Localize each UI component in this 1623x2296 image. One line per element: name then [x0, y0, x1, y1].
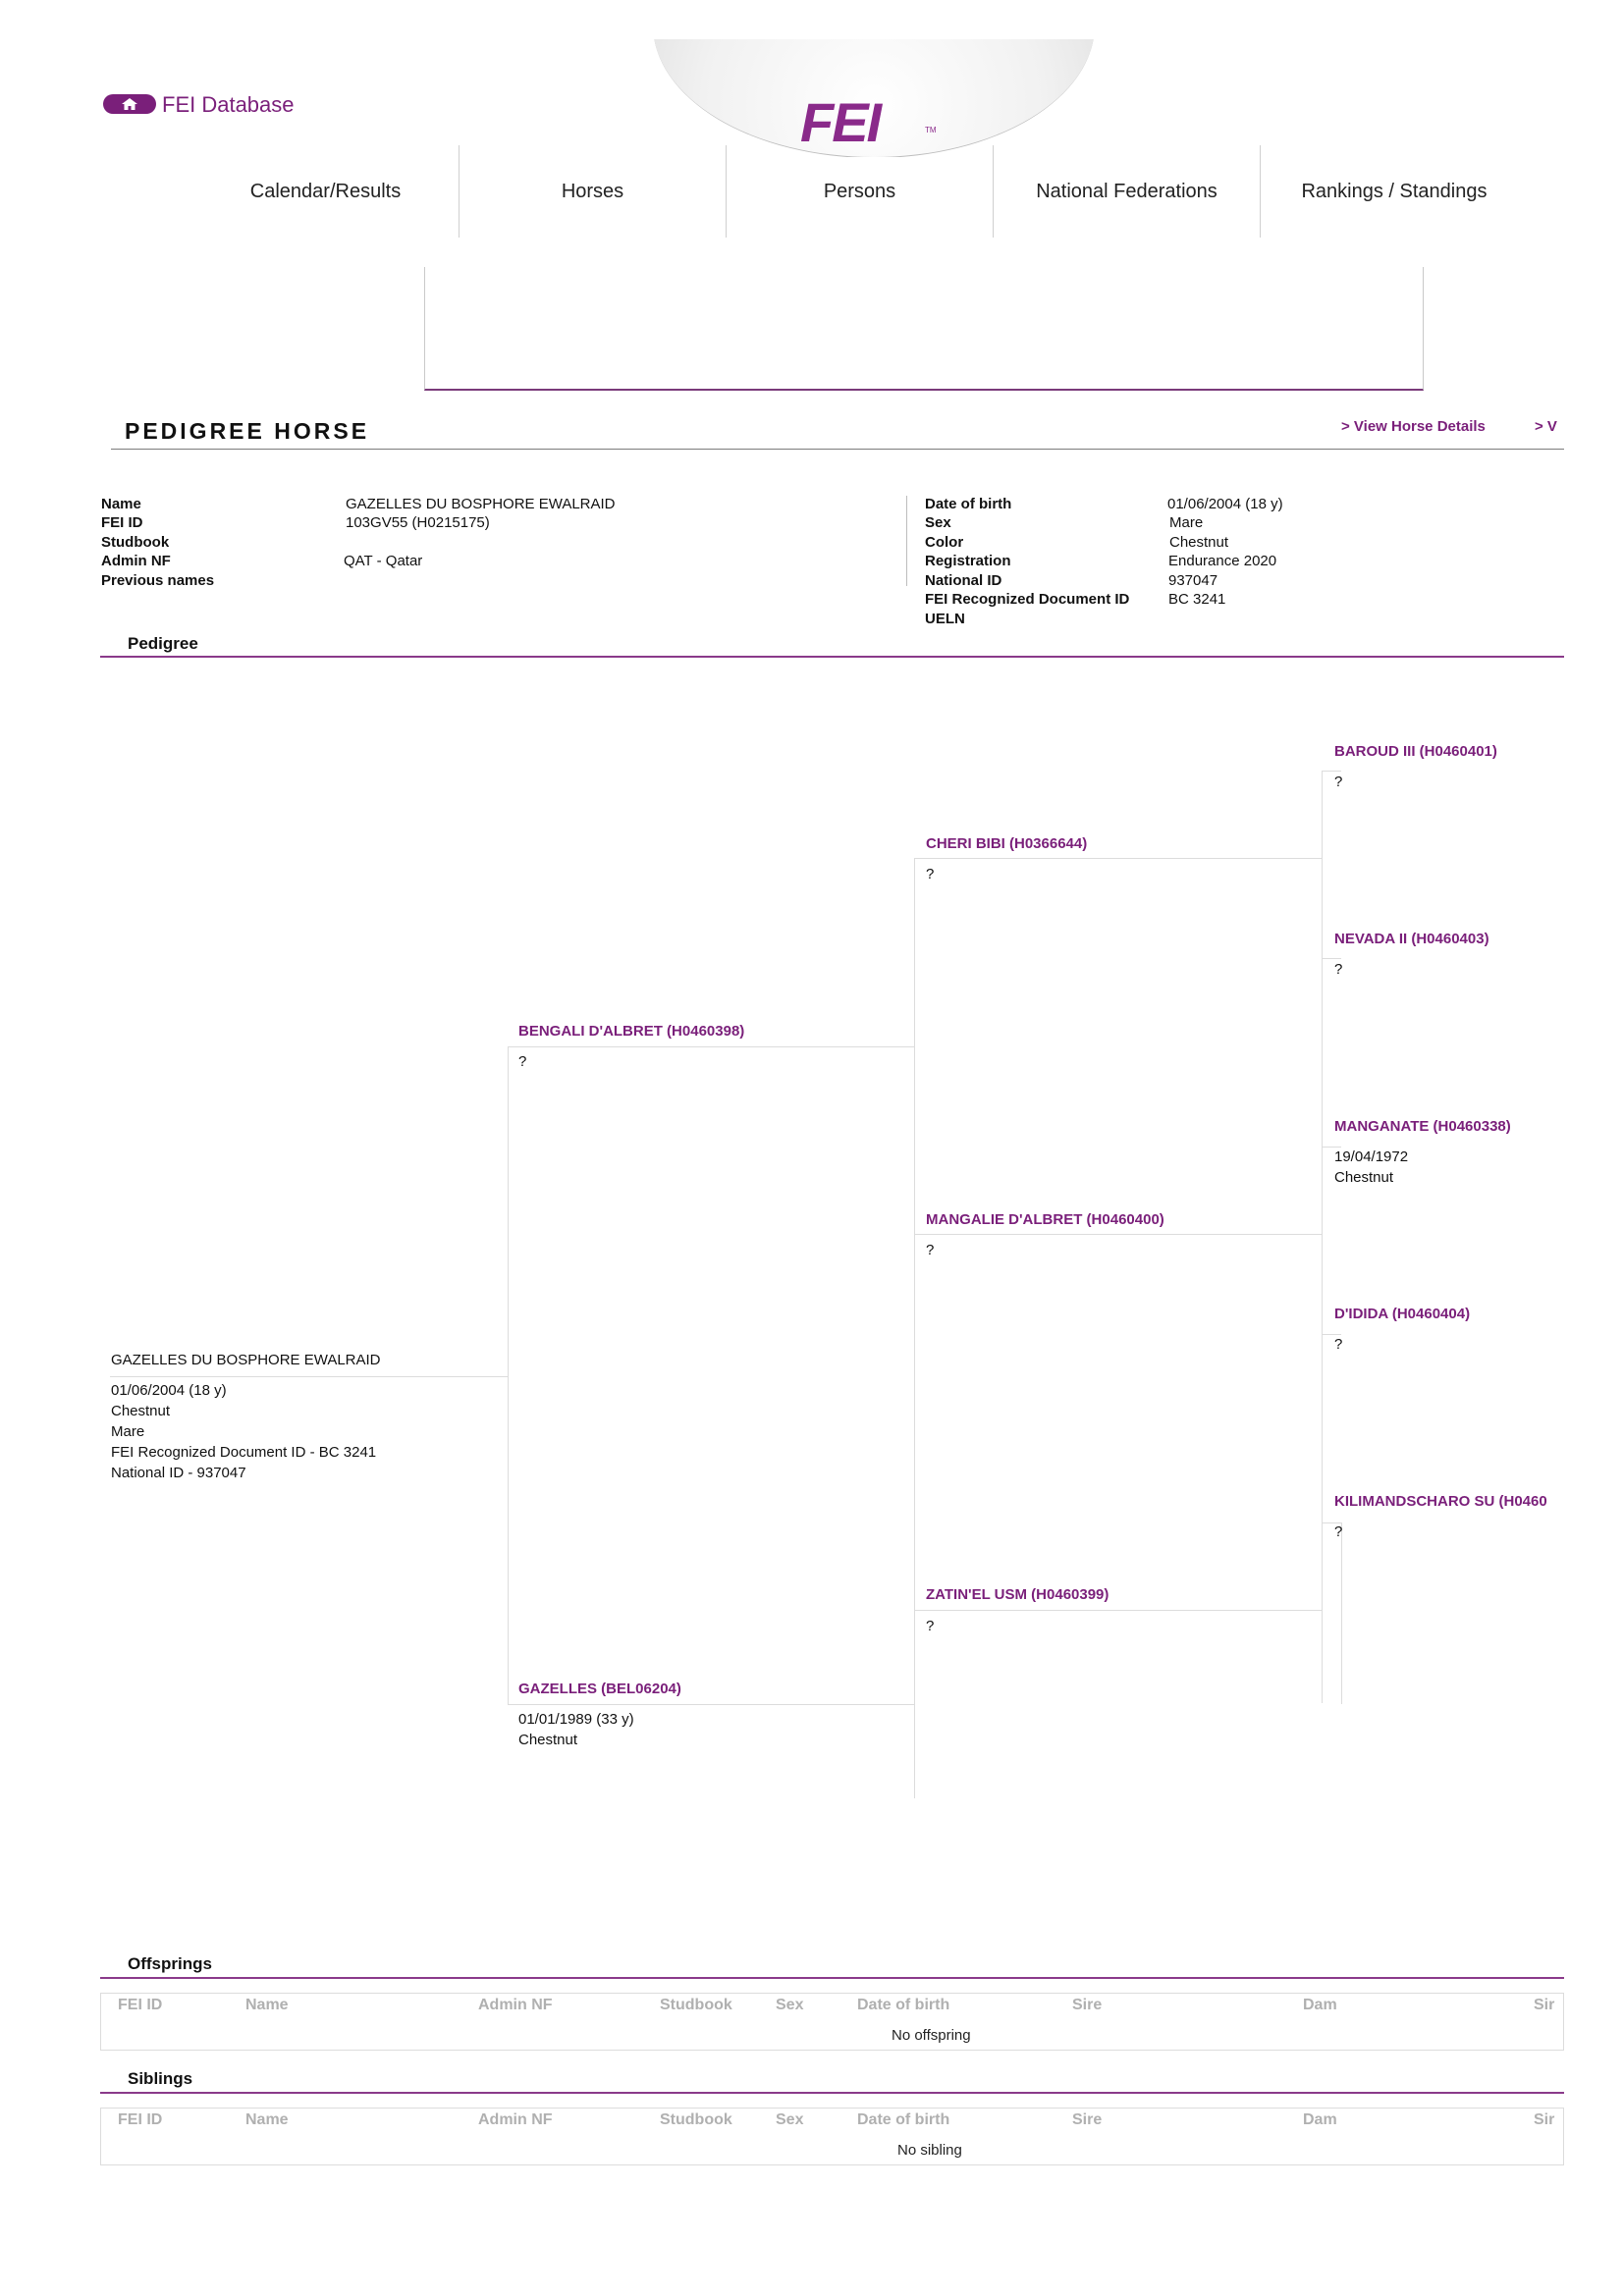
siblings-col-sex[interactable]: Sex	[776, 2111, 804, 2128]
fei-database-link[interactable]: FEI Database	[162, 92, 295, 117]
sire-underline	[508, 1046, 914, 1047]
pedigree-g3-5-link[interactable]: KILIMANDSCHARO SU (H0460	[1334, 1493, 1547, 1510]
pedigree-sire-link[interactable]: BENGALI D'ALBRET (H0460398)	[518, 1023, 745, 1040]
value-admin-nf: QAT - Qatar	[344, 553, 423, 569]
label-fei-recognized-doc: FEI Recognized Document ID	[925, 591, 1130, 608]
siblings-col-dam[interactable]: Dam	[1303, 2111, 1337, 2128]
dam-color: Chestnut	[518, 1732, 578, 1748]
offsprings-divider	[100, 1977, 1564, 1979]
pedigree-g3-1-info: ?	[1334, 774, 1343, 790]
pedigree-divider	[100, 656, 1564, 658]
pedigree-g3-2-link[interactable]: NEVADA II (H0460403)	[1334, 931, 1489, 947]
value-date-of-birth: 01/06/2004 (18 y)	[1167, 496, 1283, 512]
siblings-col-sire[interactable]: Sire	[1072, 2111, 1103, 2128]
offsprings-col-dob[interactable]: Date of birth	[857, 1997, 950, 2013]
siblings-col-name[interactable]: Name	[245, 2111, 289, 2128]
title-divider	[111, 449, 1564, 450]
page-title: PEDIGREE HORSE	[125, 418, 370, 444]
value-fei-id: 103GV55 (H0215175)	[346, 514, 490, 531]
value-name: GAZELLES DU BOSPHORE EWALRAID	[346, 496, 616, 512]
pedigree-sire-dam-info: ?	[926, 1242, 935, 1258]
dam-sire-underline	[914, 1610, 1322, 1611]
self-doc-id: FEI Recognized Document ID - BC 3241	[111, 1444, 377, 1461]
gen3-connector	[1322, 771, 1323, 1703]
offsprings-table	[100, 1993, 1564, 2051]
offsprings-col-dam[interactable]: Dam	[1303, 1997, 1337, 2013]
home-button[interactable]	[103, 94, 156, 114]
sire-dam-underline	[914, 1234, 1322, 1235]
g3-3-dob: 19/04/1972	[1334, 1148, 1409, 1165]
pedigree-sire-info: ?	[518, 1053, 527, 1070]
offsprings-col-admin-nf[interactable]: Admin NF	[478, 1997, 553, 2013]
offsprings-col-sex[interactable]: Sex	[776, 1997, 804, 2013]
label-name: Name	[101, 496, 141, 512]
logo-text: FEI	[800, 91, 881, 153]
pedigree-g3-4-info: ?	[1334, 1336, 1343, 1353]
pedigree-g3-5-info: ?	[1334, 1523, 1343, 1540]
value-national-id: 937047	[1168, 572, 1218, 589]
pedigree-dam-link[interactable]: GAZELLES (BEL06204)	[518, 1681, 681, 1697]
gen2-connector	[914, 858, 915, 1798]
nav-calendar-results[interactable]: Calendar/Results	[192, 145, 460, 238]
siblings-col-studbook[interactable]: Studbook	[660, 2111, 732, 2128]
value-fei-recognized-doc: BC 3241	[1168, 591, 1226, 608]
home-icon	[121, 97, 138, 111]
siblings-col-fei-id[interactable]: FEI ID	[118, 2111, 163, 2128]
pedigree-sire-sire-info: ?	[926, 866, 935, 882]
siblings-section-title: Siblings	[128, 2069, 193, 2088]
offsprings-col-sire-2[interactable]: Sir	[1534, 1997, 1555, 2013]
offsprings-empty-text: No offspring	[892, 2027, 971, 2044]
siblings-col-admin-nf[interactable]: Admin NF	[478, 2111, 553, 2128]
value-color: Chestnut	[1169, 534, 1229, 551]
label-ueln: UELN	[925, 611, 965, 627]
offsprings-col-studbook[interactable]: Studbook	[660, 1997, 732, 2013]
self-national-id: National ID - 937047	[111, 1465, 246, 1481]
siblings-table	[100, 2108, 1564, 2165]
pedigree-self-name: GAZELLES DU BOSPHORE EWALRAID	[111, 1352, 381, 1368]
pedigree-g3-2-info: ?	[1334, 961, 1343, 978]
label-color: Color	[925, 534, 964, 551]
nav-rankings-standings[interactable]: Rankings / Standings	[1301, 180, 1488, 202]
dam-underline	[508, 1704, 914, 1705]
nav-horses[interactable]: Horses	[460, 145, 727, 238]
g3-3-color: Chestnut	[1334, 1169, 1394, 1186]
label-national-id: National ID	[925, 572, 1002, 589]
pedigree-g3-3-link[interactable]: MANGANATE (H0460338)	[1334, 1118, 1511, 1135]
pedigree-dam-sire-info: ?	[926, 1618, 935, 1634]
gen1-connector	[508, 1046, 509, 1704]
nav-national-federations[interactable]: National Federations	[994, 145, 1261, 238]
offsprings-col-name[interactable]: Name	[245, 1997, 289, 2013]
view-more-link[interactable]: > V	[1535, 418, 1557, 435]
pedigree-g3-4-link[interactable]: D'IDIDA (H0460404)	[1334, 1306, 1471, 1322]
pedigree-dam-info	[518, 1709, 634, 1750]
pedigree-sire-dam-link[interactable]: MANGALIE D'ALBRET (H0460400)	[926, 1211, 1164, 1228]
label-sex: Sex	[925, 514, 951, 531]
offsprings-col-fei-id[interactable]: FEI ID	[118, 1997, 163, 2013]
info-separator	[906, 496, 907, 586]
value-registration: Endurance 2020	[1168, 553, 1277, 569]
pedigree-dam-sire-link[interactable]: ZATIN'EL USM (H0460399)	[926, 1586, 1109, 1603]
self-underline	[110, 1376, 508, 1377]
label-fei-id: FEI ID	[101, 514, 143, 531]
logo-tm: TM	[925, 126, 937, 134]
pedigree-self-info	[111, 1380, 376, 1483]
siblings-col-sire-2[interactable]: Sir	[1534, 2111, 1555, 2128]
main-nav	[192, 145, 1577, 238]
pedigree-g3-3-info	[1334, 1147, 1408, 1188]
pedigree-g3-1-link[interactable]: BAROUD III (H0460401)	[1334, 743, 1497, 760]
siblings-col-dob[interactable]: Date of birth	[857, 2111, 950, 2128]
pedigree-sire-sire-link[interactable]: CHERI BIBI (H0366644)	[926, 835, 1088, 852]
fei-logo[interactable]	[599, 39, 1149, 157]
self-color: Chestnut	[111, 1403, 171, 1419]
g3-end-connector	[1341, 1522, 1342, 1704]
label-studbook: Studbook	[101, 534, 170, 551]
offsprings-section-title: Offsprings	[128, 1954, 212, 1973]
label-admin-nf: Admin NF	[101, 553, 171, 569]
label-previous-names: Previous names	[101, 572, 215, 589]
siblings-divider	[100, 2092, 1564, 2094]
self-dob: 01/06/2004 (18 y)	[111, 1382, 227, 1399]
nav-persons[interactable]: Persons	[727, 145, 994, 238]
label-registration: Registration	[925, 553, 1011, 569]
dam-dob: 01/01/1989 (33 y)	[518, 1711, 634, 1728]
pedigree-section-title: Pedigree	[128, 634, 198, 653]
offsprings-col-sire[interactable]: Sire	[1072, 1997, 1103, 2013]
siblings-empty-text: No sibling	[897, 2142, 962, 2159]
value-sex: Mare	[1169, 514, 1204, 531]
sire-sire-underline	[914, 858, 1322, 859]
view-horse-details-link[interactable]: > View Horse Details	[1341, 418, 1486, 435]
banner-area	[424, 267, 1424, 391]
self-sex: Mare	[111, 1423, 145, 1440]
label-date-of-birth: Date of birth	[925, 496, 1012, 512]
